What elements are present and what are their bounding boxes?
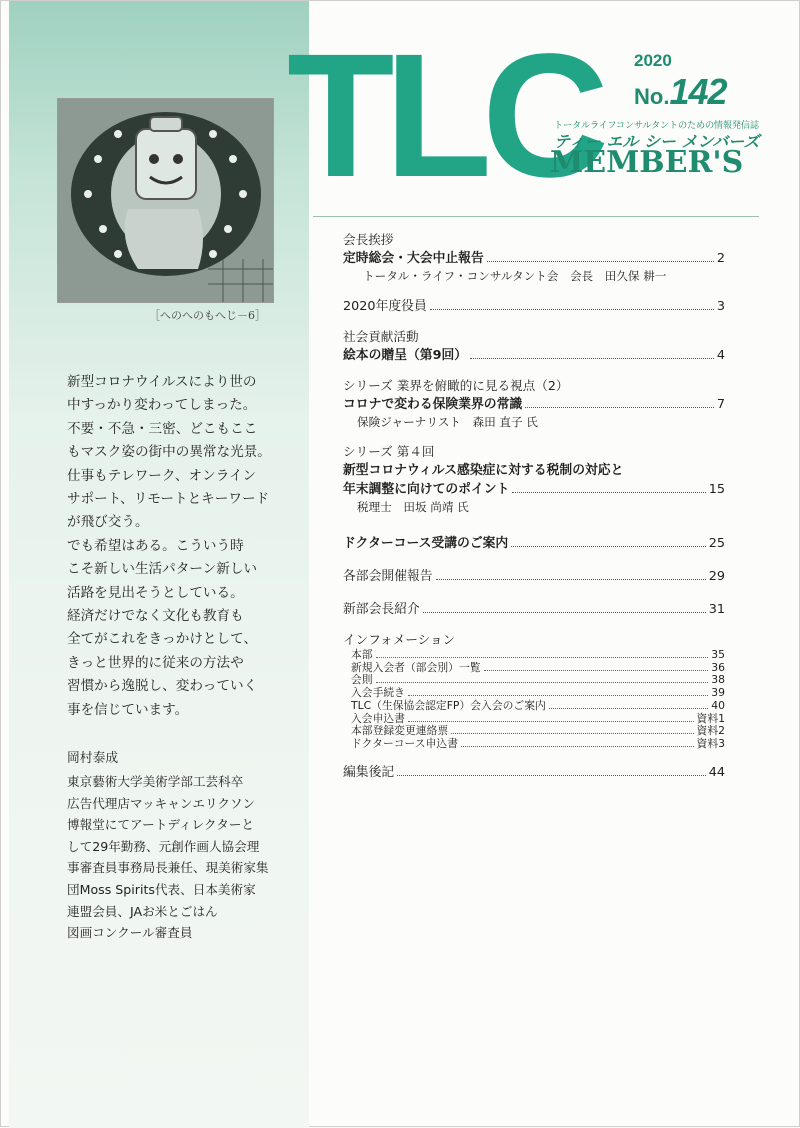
toc-entry[interactable] [351,700,725,713]
toc-entry[interactable] [351,738,725,751]
toc-entry[interactable] [343,534,725,553]
essay-line: もマスク姿の街中の異常な光景。 [67,444,271,461]
entry-title: 新規入会者（部会別）一覧 [351,660,481,674]
magazine-title: MEMBER'S [550,145,744,180]
entry-author: 税理士 田坂 尚靖 氏 [357,500,469,514]
entry-page: 資料2 [696,724,725,738]
toc-entry[interactable] [343,480,725,499]
leader-dots [484,670,709,671]
bio-line: 連盟会員、JAお米とごはん [67,903,218,919]
leader-dots [408,695,708,696]
entry-page: 15 [708,482,725,497]
entry-page: 38 [711,673,725,687]
leader-dots [549,708,708,709]
entry-title: 会則 [351,673,373,687]
leader-dots [461,746,694,747]
bio-line: 東京藝術大学美術学部工芸科卒 [67,774,244,789]
author-name: 岡村泰成 [67,751,119,766]
essay-line: 新型コロナウイルスにより世の [67,374,257,390]
artwork-caption: ［へのへのもへじ－6］ [149,309,266,322]
leader-dots [430,309,714,310]
essay-line: 仕事もテレワーク、オンライン [67,467,257,484]
essay-line: 全てがこれをきっかけとして、 [67,631,258,648]
logo-text: TLC [287,18,600,214]
entry-title: 本部登録変更連絡票 [351,724,449,738]
entry-page: 25 [708,536,725,551]
header-divider [313,216,759,217]
entry-title: 本部 [351,648,373,661]
leader-dots [511,546,705,547]
essay-line: 中すっかり変わってしまった。 [67,397,257,414]
essay-text [67,371,297,722]
essay-line: 不要・不急・三密、どこもここ [67,420,258,437]
toc-section [343,534,725,553]
entry-page: 2 [716,251,725,266]
bio-line: 博報堂にてアートディレクターと [67,817,255,833]
entry-title: ドクターコース受講のご案内 [343,536,509,551]
left-column [9,1,309,1128]
table-of-contents [343,231,725,794]
leader-dots [436,579,706,580]
bio-line: 団Moss Spirits代表、日本美術家 [67,881,256,897]
toc-section [343,600,725,619]
entry-page: 資料3 [696,736,725,750]
entry-page: 39 [711,686,725,700]
toc-entry[interactable] [343,763,725,782]
entry-title: 年末調整に向けてのポイント [343,482,510,497]
essay-line: が飛び交う。 [67,514,149,531]
entry-title: 定時総会・大会中止報告 [343,251,484,266]
bio-line: 事審査員事務局長兼任、現美術家集 [67,860,269,876]
entry-page: 35 [711,648,725,661]
entry-page: 資料1 [696,711,725,725]
essay-line: 習慣から逸脱し、変わっていく [67,678,258,695]
toc-section [343,443,725,516]
toc-section [343,631,725,751]
toc-section [343,328,725,365]
toc-entry[interactable] [343,249,725,268]
leader-dots [376,682,709,683]
entry-page: 29 [708,569,725,584]
toc-entry[interactable] [351,662,725,675]
bio-line: 図画コンクール審査員 [67,925,193,941]
leader-dots [525,407,714,408]
section-label: インフォメーション [343,632,456,647]
section-label: シリーズ 業界を俯瞰的に見る視点（2） [343,378,569,393]
essay-line: 活路を見出そうとしている。 [67,584,244,601]
entry-title: 入会申込書 [351,711,405,725]
author-bio [67,771,299,944]
cover-artwork [57,98,274,303]
leader-dots [397,775,706,776]
toc-section [343,231,725,285]
essay-line: こそ新しい生活パターン新しい [67,561,258,578]
toc-section [343,567,725,586]
entry-title-line[interactable]: 新型コロナウィルス感染症に対する税制の対応と [343,463,624,478]
kana-title: ティー エル シー メンバーズ [554,132,760,151]
entry-author: 保険ジャーナリスト 森田 直子 氏 [357,415,538,429]
entry-title: 入会手続き [351,686,405,700]
issue-no-prefix: No. [634,84,670,109]
leader-dots [512,492,705,493]
toc-entry[interactable] [343,395,725,414]
toc-entry[interactable] [343,346,725,365]
section-label: 会長挨拶 [343,232,394,247]
toc-entry[interactable] [351,674,725,687]
section-label: シリーズ 第４回 [343,444,435,459]
issue-info [634,51,727,113]
entry-page: 3 [716,299,725,314]
issue-number: 142 [669,71,727,112]
leader-dots [470,358,714,359]
section-label: 社会貢献活動 [343,329,419,344]
leader-dots [487,261,714,262]
toc-entry[interactable] [351,649,725,662]
issue-year: 2020 [634,51,672,70]
entry-page: 44 [708,764,725,780]
entry-title: 絵本の贈呈（第9回） [343,348,468,363]
entry-page: 36 [711,660,725,674]
toc-entry[interactable] [343,567,725,586]
entry-page: 7 [716,397,725,412]
leader-dots [451,733,693,734]
essay-line: きっと世界的に従来の方法や [67,654,244,671]
artwork-illustration [58,99,273,302]
entry-page: 31 [708,602,725,617]
toc-entry[interactable] [351,687,725,700]
entry-author: トータル・ライフ・コンサルタント会 会長 田久保 耕一 [363,269,667,283]
entry-title: 新部会長紹介 [343,602,420,617]
essay-line: 経済だけでなく文化も教育も [67,608,244,625]
entry-title: 各部会開催報告 [343,569,433,584]
essay-line: サポート、リモートとキーワード [67,491,270,508]
information-list [343,649,725,751]
entry-title: コロナで変わる保険業界の常識 [343,397,523,412]
leader-dots [423,612,706,613]
essay-line: でも希望はある。こういう時 [67,537,244,554]
entry-title: 編集後記 [343,764,395,780]
entry-page: 4 [716,348,725,363]
entry-page: 40 [711,698,725,712]
leader-dots [408,721,694,722]
toc-section [343,377,725,431]
bio-line: して29年勤務、元創作画人協会理 [67,838,260,854]
entry-title: 2020年度役員 [343,299,427,314]
entry-title: ドクターコース申込書 [351,736,458,750]
leader-dots [376,657,709,658]
toc-section [343,763,725,782]
entry-title: TLC（生保協会認定FP）会入会のご案内 [351,698,546,712]
toc-entry[interactable] [343,297,725,316]
essay-line: 事を信じています。 [67,701,189,718]
bio-line: 広告代理店マッキャンエリクソン [67,795,256,811]
tagline: トータルライフコンサルタントのための情報発信誌 [554,120,759,131]
toc-entry[interactable] [343,600,725,619]
toc-section [343,297,725,316]
